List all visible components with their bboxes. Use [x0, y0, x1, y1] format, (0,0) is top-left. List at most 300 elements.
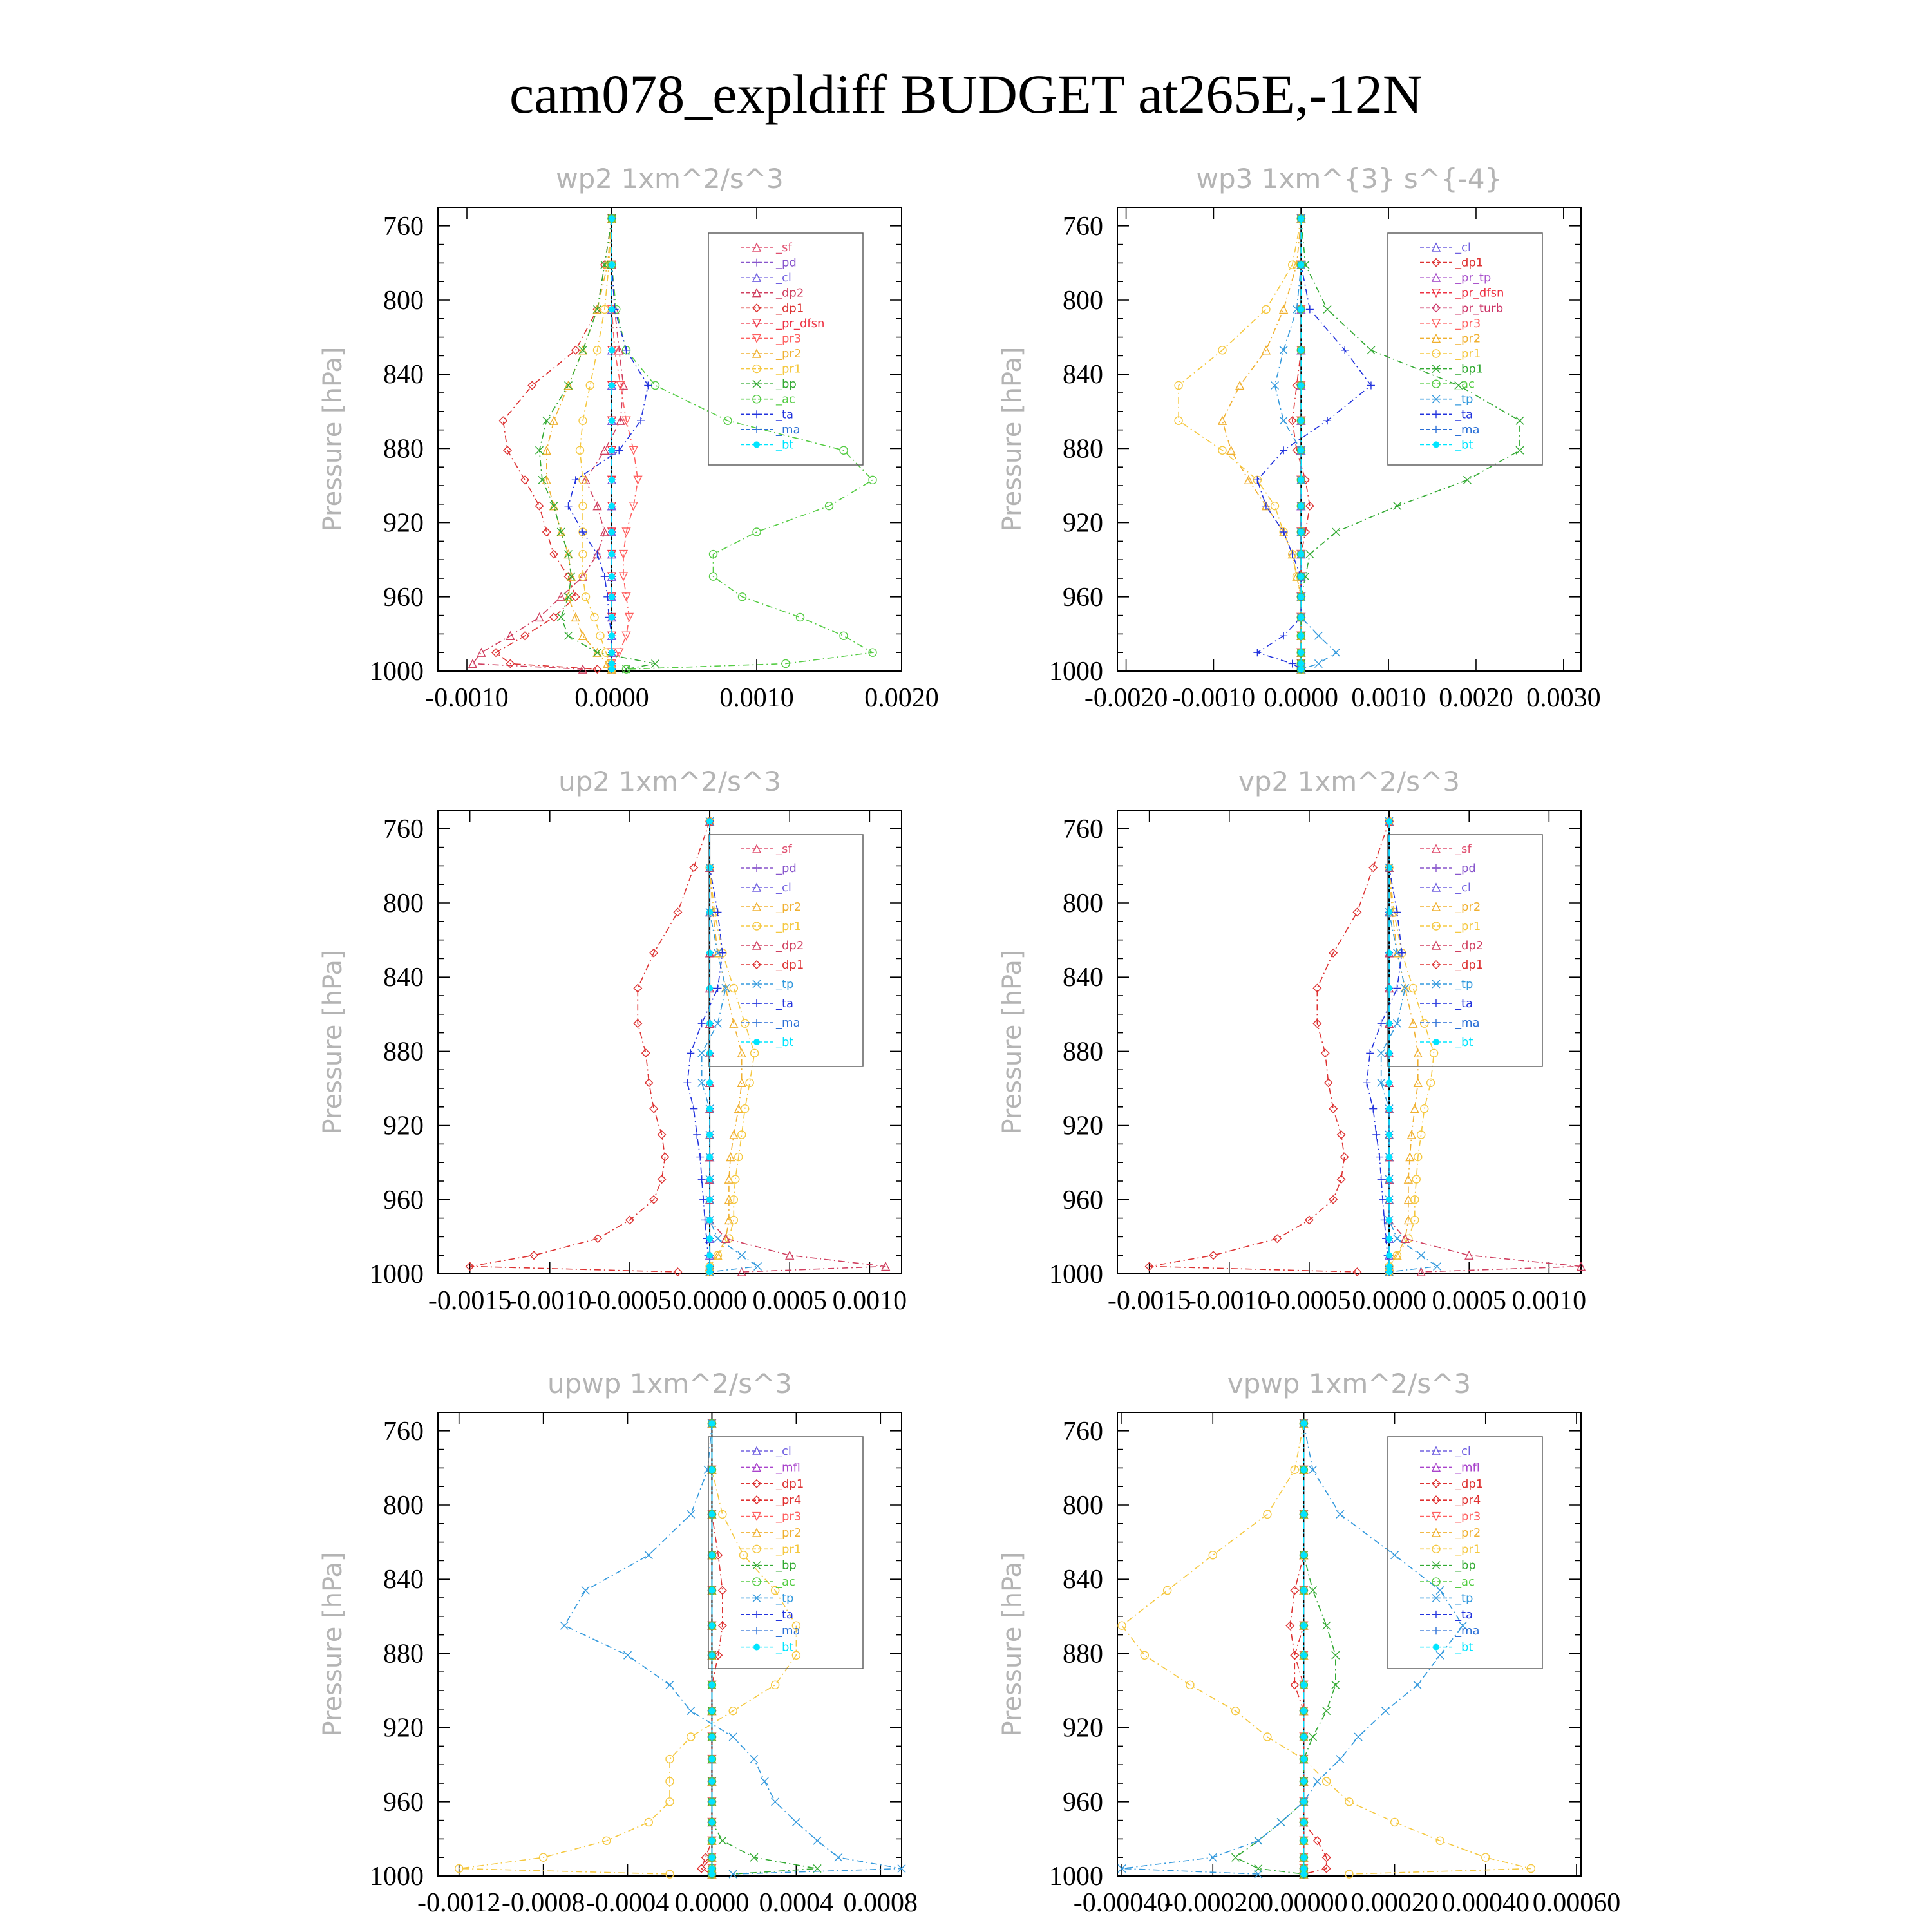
data-point_tp	[1354, 1733, 1362, 1741]
data-point_bt	[1300, 1708, 1307, 1714]
legend-entry: _cl	[1455, 1444, 1471, 1458]
data-point_bt	[609, 594, 615, 600]
legend-entry: _ac	[776, 392, 795, 406]
legend-entry: _pr3	[776, 1510, 802, 1524]
data-point_pr1	[1164, 1586, 1171, 1594]
x-tick-label: -0.0015	[428, 1286, 512, 1316]
data-point_ac	[869, 476, 876, 484]
panel-wp2	[318, 163, 939, 713]
data-point_ac	[840, 632, 848, 639]
data-point_tp	[792, 1818, 800, 1826]
series-line_pr2	[1222, 218, 1301, 669]
data-point_bt	[1298, 594, 1304, 600]
data-point_bp	[565, 593, 573, 601]
data-point_pr2	[1218, 417, 1226, 424]
data-point_pr2	[1280, 305, 1287, 313]
series-line_pr3	[612, 218, 638, 669]
plot-frame	[1117, 207, 1581, 671]
x-tick-label: 0.0000	[1264, 683, 1339, 713]
data-point_bt	[706, 818, 713, 824]
data-point_dp1	[594, 1235, 601, 1242]
x-tick-label: 0.0005	[1432, 1286, 1506, 1316]
legend-marker	[753, 999, 761, 1007]
legend-entry: _tp	[1455, 1591, 1473, 1605]
legend-entry: _pr2	[776, 1526, 802, 1540]
legend-entry: _ta	[776, 1607, 794, 1622]
x-tick-label: -0.00040	[1073, 1888, 1171, 1918]
data-point_ta	[615, 446, 623, 454]
legend-entry: _pr2	[1455, 1526, 1481, 1540]
data-point_tp	[687, 1707, 695, 1715]
y-tick-label: 800	[383, 1491, 424, 1520]
data-point_bt	[609, 649, 615, 656]
data-point_ta	[1378, 1019, 1385, 1027]
legend-entry: _pr3	[1455, 1510, 1481, 1524]
series-line_pr2	[1389, 821, 1418, 1272]
panel-title: upwp 1xm^2/s^3	[547, 1368, 792, 1399]
y-tick-label: 920	[383, 1713, 424, 1743]
series-line_dp1	[496, 218, 612, 669]
panel-title: up2 1xm^2/s^3	[558, 766, 781, 797]
data-point_bt	[706, 985, 713, 991]
legend-marker	[1432, 1611, 1440, 1618]
data-point_pr1	[1391, 1818, 1399, 1826]
data-point_bp	[1332, 1681, 1340, 1689]
legend-entry: _sf	[776, 241, 792, 254]
legend-entry: _ma	[776, 1624, 800, 1638]
data-point_bt	[1300, 1420, 1307, 1426]
legend-entry: _tp	[1455, 978, 1473, 991]
legend-entry: _dp1	[1455, 256, 1484, 270]
y-tick-label: 760	[383, 814, 424, 844]
x-tick-label: 0.0000	[574, 683, 649, 713]
data-point_ta	[601, 573, 609, 580]
data-point_bp	[1332, 1651, 1340, 1659]
data-point_bt	[609, 503, 615, 509]
data-point_dp1	[1369, 864, 1377, 871]
data-point_bt	[1298, 215, 1304, 222]
data-point_tp	[1314, 632, 1322, 639]
data-point_bp	[543, 417, 551, 424]
legend-entry: _dp2	[776, 939, 804, 952]
legend-marker	[1433, 441, 1439, 448]
data-point_bt	[1386, 1217, 1392, 1223]
data-point_tp	[560, 1622, 568, 1629]
data-point_pr1	[741, 1105, 749, 1113]
data-point_pr1	[1411, 1216, 1419, 1224]
legend-entry: _pr4	[776, 1493, 802, 1508]
y-tick-label: 800	[383, 889, 424, 918]
data-point_bt	[706, 1263, 713, 1269]
data-point_pr1	[1412, 1175, 1420, 1183]
y-tick-label: 840	[1063, 963, 1103, 993]
data-point_bt	[609, 215, 615, 222]
data-point_dp2	[478, 649, 486, 656]
x-tick-label: 0.00040	[1441, 1888, 1530, 1918]
legend-entry: _bp	[1455, 1558, 1476, 1573]
series-line_pr1	[710, 821, 755, 1272]
legend-entry: _pr_dfsn	[1455, 286, 1504, 300]
data-point_bp	[1309, 1586, 1317, 1594]
data-point_ta	[1253, 649, 1261, 656]
legend-entry: _cl	[1455, 881, 1471, 895]
legend-entry: _pr2	[1455, 900, 1481, 914]
data-point_bt	[1386, 1197, 1392, 1203]
legend-marker	[753, 1627, 761, 1634]
data-point_bp1	[1394, 502, 1401, 510]
data-point_dp1	[1273, 1235, 1281, 1242]
data-point_pr1	[1141, 1651, 1148, 1659]
data-point_pr1	[1421, 1105, 1428, 1113]
y-tick-label: 840	[383, 360, 424, 390]
legend-entry: _pr1	[1455, 920, 1481, 933]
x-tick-label: 0.0008	[843, 1888, 918, 1918]
data-point_bp	[557, 528, 565, 536]
x-tick-label: -0.0010	[508, 1286, 592, 1316]
x-tick-label: 0.0000	[1352, 1286, 1426, 1316]
data-point_bp1	[1463, 476, 1471, 484]
legend-entry: _bt	[1455, 1036, 1473, 1049]
data-point_ta	[1393, 984, 1401, 992]
data-point_bt	[1386, 950, 1392, 956]
series-line_bp	[1236, 1423, 1336, 1874]
data-point_bt	[1300, 1652, 1307, 1658]
legend-entry: _pr_turb	[1455, 301, 1504, 316]
x-tick-label: -0.0005	[588, 1286, 672, 1316]
legend-marker	[1433, 1039, 1439, 1045]
data-point_bt	[1298, 573, 1304, 580]
data-point_bt	[1386, 1252, 1392, 1258]
legend-entry: _pr_tp	[1455, 271, 1492, 285]
data-point_bt	[708, 1865, 715, 1871]
y-axis-label: Pressure [hPa]	[998, 949, 1027, 1135]
y-axis-label: Pressure [hPa]	[318, 1551, 348, 1737]
data-point_pr1	[666, 1798, 674, 1806]
data-point_pr1	[1482, 1853, 1490, 1861]
data-point_bt	[1300, 1871, 1307, 1877]
data-point_tp	[1280, 346, 1287, 354]
data-point_bt	[609, 261, 615, 268]
data-point_bt	[609, 551, 615, 558]
data-point_dp1	[674, 908, 681, 916]
data-point_bt	[706, 864, 713, 871]
y-tick-label: 960	[1063, 582, 1103, 612]
data-point_dp1	[690, 864, 697, 871]
legend-marker	[753, 864, 761, 872]
data-point_bt	[1298, 306, 1304, 312]
data-point_ta	[693, 1131, 701, 1139]
data-point_ta	[696, 1153, 704, 1161]
panel-upwp	[318, 1368, 918, 1918]
y-tick-label: 880	[1063, 1037, 1103, 1067]
legend-entry: _pr2	[1455, 332, 1481, 346]
data-point_bt	[706, 1106, 713, 1112]
data-point_dp1	[572, 593, 580, 601]
x-tick-label: -0.0010	[1171, 683, 1256, 713]
data-point_bt	[1300, 1778, 1307, 1785]
data-point_pr1	[596, 632, 604, 639]
data-point_tp	[1414, 1681, 1421, 1689]
legend-entry: _bt	[776, 438, 794, 452]
legend-entry: _bt	[1455, 438, 1473, 452]
data-point_ta	[683, 1079, 691, 1086]
series-line_tp	[1275, 218, 1336, 669]
data-point_bt	[1386, 1154, 1392, 1160]
series-line_dp2	[1389, 821, 1581, 1272]
legend-entry: _cl	[1455, 241, 1471, 254]
data-point_bt	[1386, 909, 1392, 915]
y-tick-label: 840	[1063, 1565, 1103, 1595]
data-point_bt	[1300, 1756, 1307, 1763]
data-point_tp	[1391, 1551, 1399, 1559]
data-point_ta	[1341, 346, 1349, 354]
y-axis-label: Pressure [hPa]	[318, 949, 348, 1135]
y-tick-label: 1000	[1049, 1862, 1103, 1891]
data-point_bt	[706, 1252, 713, 1258]
data-point_bp1	[1332, 528, 1340, 536]
legend-entry: _cl	[776, 1444, 791, 1458]
data-point_bt	[708, 1756, 715, 1763]
y-tick-label: 800	[1063, 1491, 1103, 1520]
data-point_tp	[624, 1651, 632, 1659]
data-point_bp	[1232, 1853, 1240, 1861]
data-point_bp	[536, 446, 544, 454]
x-tick-label: 0.0010	[1351, 683, 1426, 713]
series-line_dp2	[710, 821, 886, 1272]
data-point_pr2	[579, 632, 587, 639]
data-point_bt	[1386, 1263, 1392, 1269]
legend-entry: _mfl	[1455, 1461, 1480, 1475]
y-tick-label: 800	[1063, 889, 1103, 918]
legend-entry: _dp1	[776, 301, 804, 316]
legend-entry: _dp1	[776, 1477, 804, 1491]
series-line_pr2	[710, 821, 742, 1272]
data-point_tp	[666, 1681, 674, 1689]
legend-entry: _tp	[776, 978, 794, 991]
data-point_bp	[594, 649, 601, 656]
data-point_tp	[750, 1756, 758, 1763]
data-point_bt	[1300, 1622, 1307, 1629]
data-point_bt	[706, 1050, 713, 1056]
legend-entry: _pr3	[776, 332, 802, 346]
data-point_tp	[813, 1837, 821, 1844]
data-point_bt	[609, 417, 615, 424]
data-point_ta	[1366, 1049, 1374, 1057]
data-point_bt	[1298, 477, 1304, 483]
y-tick-label: 920	[1063, 1713, 1103, 1743]
plot-frame	[438, 207, 902, 671]
data-point_ta	[1372, 1131, 1380, 1139]
data-point_bp	[1309, 1733, 1317, 1741]
data-point_bt	[1298, 660, 1304, 667]
y-tick-label: 960	[383, 1787, 424, 1817]
y-axis-label: Pressure [hPa]	[998, 346, 1027, 532]
legend-marker	[753, 410, 761, 418]
data-point_ta	[1363, 1079, 1370, 1086]
data-point_bt	[1298, 447, 1304, 453]
data-point_bt	[1386, 818, 1392, 824]
y-tick-label: 840	[383, 1565, 424, 1595]
plot-frame	[1117, 810, 1581, 1274]
data-point_dp1	[1209, 1251, 1217, 1259]
data-point_bt	[1298, 649, 1304, 656]
plot-frame	[438, 1412, 902, 1876]
x-tick-label: -0.0005	[1267, 1286, 1351, 1316]
y-tick-label: 800	[1063, 286, 1103, 316]
data-point_tp	[1314, 659, 1322, 667]
series-line_dp1	[1150, 821, 1389, 1272]
data-point_ta	[637, 417, 645, 424]
data-point_bt	[708, 1587, 715, 1593]
data-point_bt	[708, 1734, 715, 1740]
y-tick-label: 960	[383, 1185, 424, 1215]
plot-frame	[438, 810, 902, 1274]
series-line_dp1	[470, 821, 710, 1272]
legend-entry: _ma	[1455, 422, 1480, 437]
y-axis-label: Pressure [hPa]	[318, 346, 348, 532]
legend-entry: _ac	[1455, 377, 1475, 392]
panel-title: wp3 1xm^{3} s^{-4}	[1196, 163, 1502, 194]
panel-title: vpwp 1xm^2/s^3	[1227, 1368, 1472, 1399]
data-point_bt	[1298, 551, 1304, 558]
panel-vpwp	[998, 1368, 1620, 1918]
y-tick-label: 960	[1063, 1787, 1103, 1817]
data-point_bt	[1300, 1587, 1307, 1593]
data-point_ta	[572, 476, 580, 484]
legend-entry: _ma	[1455, 1016, 1480, 1030]
series-line_pr1	[1179, 218, 1301, 669]
data-point_tp	[1277, 1818, 1285, 1826]
legend-entry: _bp	[776, 377, 797, 392]
data-point_bt	[609, 382, 615, 388]
y-tick-label: 1000	[370, 657, 424, 687]
x-tick-label: -0.0010	[1188, 1286, 1271, 1316]
data-point_bp1	[1516, 446, 1524, 454]
data-point_bt	[706, 1197, 713, 1203]
data-point_bt	[708, 1799, 715, 1805]
data-point_ta	[698, 1019, 706, 1027]
data-point_tp	[645, 1551, 652, 1559]
data-point_ta	[698, 1175, 706, 1183]
legend-entry: _sf	[1455, 842, 1472, 856]
data-point_bt	[706, 1235, 713, 1242]
legend-entry: _pr_dfsn	[776, 316, 825, 330]
data-point_tp	[1314, 1777, 1321, 1785]
x-tick-label: 0.0000	[672, 1286, 747, 1316]
y-tick-label: 840	[383, 963, 424, 993]
y-tick-label: 920	[383, 1111, 424, 1141]
data-point_tp	[1336, 1510, 1344, 1518]
data-point_pr1	[1409, 984, 1417, 992]
data-point_pr1	[1271, 502, 1279, 510]
data-point_bt	[708, 1652, 715, 1658]
data-point_dp1	[521, 476, 529, 484]
legend-entry: _pd	[1455, 862, 1476, 875]
data-point_tp	[1209, 1853, 1217, 1861]
legend-entry: _tp	[776, 1591, 794, 1605]
data-point_bp	[550, 502, 558, 510]
legend-entry: _dp2	[776, 286, 804, 300]
data-point_bt	[706, 1079, 713, 1086]
data-point_ta	[690, 1105, 697, 1113]
data-point_ta	[1262, 502, 1270, 510]
data-point_tp	[582, 1586, 589, 1594]
data-point_tp	[1332, 649, 1340, 656]
data-point_tp	[714, 1019, 721, 1027]
legend-entry: _pr1	[776, 920, 802, 933]
y-tick-label: 1000	[370, 1260, 424, 1289]
x-tick-label: -0.0008	[501, 1888, 585, 1918]
legend-marker	[753, 259, 761, 267]
data-point_ta	[687, 1049, 694, 1057]
data-point_bt	[1300, 1681, 1307, 1688]
panel-vp2	[998, 766, 1586, 1316]
data-point_ta	[1289, 659, 1296, 667]
x-tick-label: 0.00000	[1260, 1888, 1348, 1918]
legend-entry: _pr1	[776, 362, 802, 376]
y-tick-label: 880	[383, 1639, 424, 1669]
y-tick-label: 920	[383, 508, 424, 538]
x-tick-label: -0.0012	[417, 1888, 501, 1918]
data-point_bt	[609, 614, 615, 620]
data-point_tp	[835, 1853, 842, 1861]
data-point_ta	[594, 551, 601, 558]
legend-entry: _ta	[1455, 408, 1473, 422]
panel-up2	[318, 766, 907, 1316]
data-point_bt	[1386, 1176, 1392, 1182]
figure-title: cam078_expldiff BUDGET at265E,-12N	[509, 63, 1423, 125]
data-point_bt	[708, 1420, 715, 1426]
data-point_pr2	[550, 417, 558, 424]
x-tick-label: 0.0020	[1439, 683, 1513, 713]
data-point_ta	[1367, 381, 1375, 389]
data-point_bt	[1298, 632, 1304, 639]
data-point_bp	[1323, 1622, 1331, 1629]
data-point_bt	[1386, 864, 1392, 871]
data-point_bt	[1298, 529, 1304, 535]
y-tick-label: 880	[1063, 1639, 1103, 1669]
data-point_bt	[708, 1511, 715, 1517]
data-point_bt	[609, 477, 615, 483]
data-point_bp	[565, 632, 573, 639]
data-point_pr1	[1430, 1049, 1438, 1057]
legend-entry: _ma	[1455, 1624, 1480, 1638]
y-tick-label: 840	[1063, 360, 1103, 390]
data-point_ta	[1376, 1153, 1383, 1161]
panels-group	[318, 163, 1620, 1918]
legend-entry: _tp	[1455, 392, 1473, 406]
legend-entry: _pr2	[776, 347, 802, 361]
legend-entry: _mfl	[776, 1461, 800, 1475]
panel-title: vp2 1xm^2/s^3	[1238, 766, 1460, 797]
legend-entry: _dp2	[1455, 939, 1484, 952]
data-point_ta	[1369, 1105, 1377, 1113]
data-point_tp	[1280, 417, 1287, 424]
legend-marker	[753, 1039, 760, 1045]
x-tick-label: -0.0015	[1107, 1286, 1191, 1316]
x-tick-label: 0.0010	[719, 683, 794, 713]
data-point_bt	[706, 1176, 713, 1182]
legend-marker	[753, 426, 761, 433]
x-tick-label: 0.0010	[1511, 1286, 1587, 1316]
y-tick-label: 760	[1063, 211, 1103, 242]
data-point_bt	[1386, 1269, 1392, 1275]
data-point_pr1	[666, 1756, 674, 1763]
data-point_bt	[706, 1217, 713, 1223]
y-axis-label: Pressure [hPa]	[998, 1551, 1027, 1737]
data-point_ta	[714, 908, 721, 916]
data-point_bt	[708, 1681, 715, 1688]
